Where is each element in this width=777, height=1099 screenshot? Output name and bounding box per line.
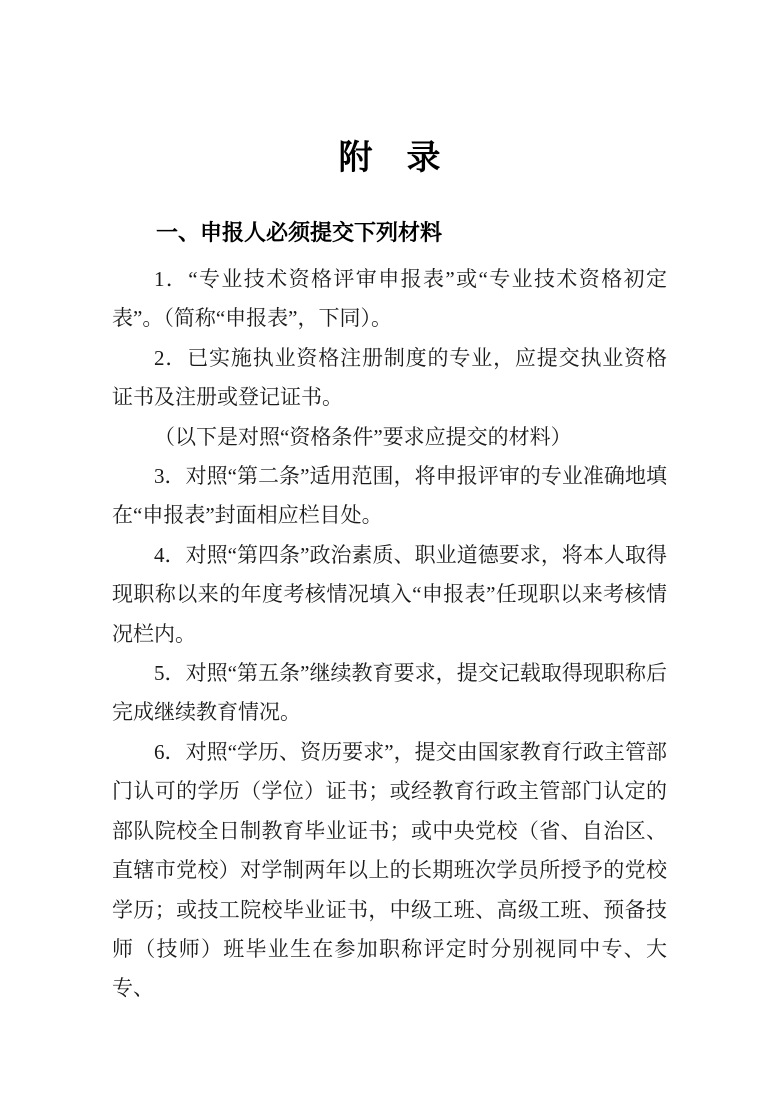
paragraph-2: 2．已实施执业资格注册制度的专业，应提交执业资格证书及注册或登记证书。 <box>112 345 667 410</box>
page-title: 附 录 <box>338 140 441 177</box>
paragraph-3: （以下是对照“资格条件”要求应提交的材料） <box>154 424 572 449</box>
section-heading: 一、申报人必须提交下列材料 <box>156 220 443 245</box>
paragraph-7: 6．对照“学历、资历要求”，提交由国家教育行政主管部门认可的学历（学位）证书；或经教育行政主管部门认定的部队院校全日制教育毕业证书；或中央党校（省、自治区、直辖市党校）对学制两年以上的长期班次学员所授予的党校学历；或技工院校毕业证书，中级工班、高级工班、预备技师（技师）班毕业生在参加职称评定时分别视同中专、大专、 <box>112 739 667 1001</box>
paragraph-5: 4．对照“第四条”政治素质、职业道德要求，将本人取得现职称以来的年度考核情况填入“申报表”任现职以来考核情况栏内。 <box>112 542 667 646</box>
paragraph-1: 1．“专业技术资格评审申报表”或“专业技术资格初定表”。（简称“申报表”，下同）。 <box>112 267 667 331</box>
document-body <box>112 260 667 1009</box>
paragraph-4: 3．对照“第二条”适用范围，将申报评审的专业准确地填在“申报表”封面相应栏目处。 <box>112 464 667 528</box>
paragraph-6: 5．对照“第五条”继续教育要求，提交记载取得现职称后完成继续教育情况。 <box>112 661 667 725</box>
